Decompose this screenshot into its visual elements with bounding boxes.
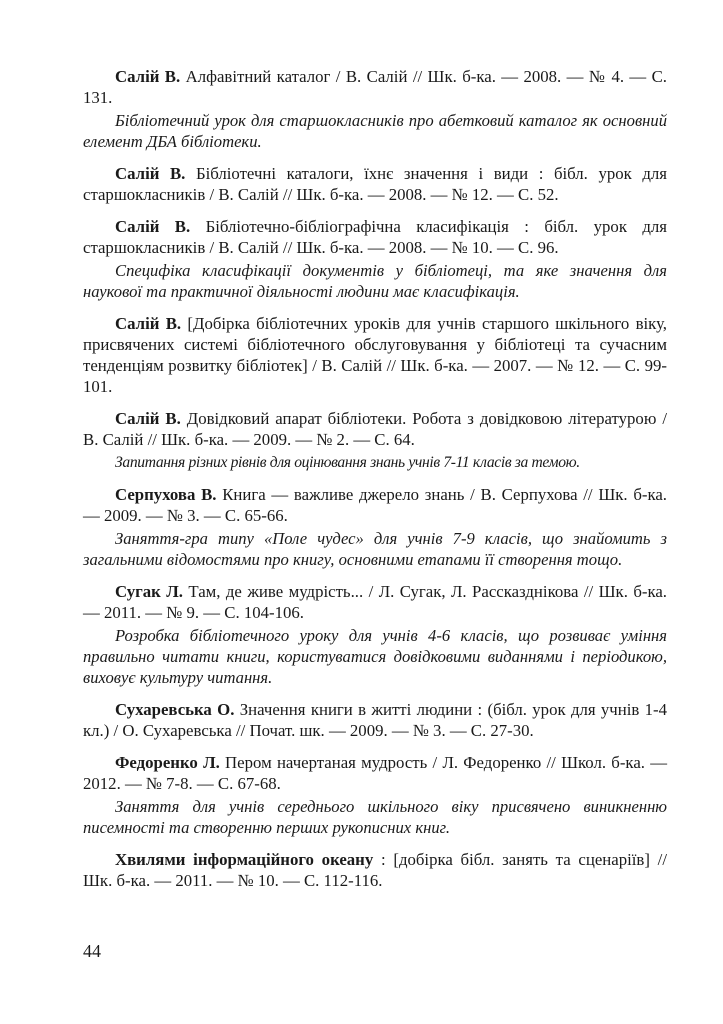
bibliography-entry xyxy=(83,66,667,152)
entry-citation xyxy=(83,581,667,623)
entry-author: Салій В. xyxy=(115,164,186,183)
page-number: 44 xyxy=(83,941,101,961)
entry-citation xyxy=(83,408,667,450)
entry-citation xyxy=(83,216,667,258)
entry-text: Книга — важливе джерело знань / В. Серпухова // Шк. б-ка. — 2009. — № 3. — С. 65-66. xyxy=(83,485,667,525)
entry-text: Там, де живе мудрість... / Л. Сугак, Л. Рассказднікова // Шк. б-ка. — 2011. — № 9. — С. 104-106. xyxy=(83,582,667,622)
entry-citation xyxy=(83,752,667,794)
entry-citation xyxy=(83,849,667,891)
bibliography-entry xyxy=(83,581,667,688)
entry-text: Бібліотечні каталоги, їхнє значення і види : бібл. урок для старшокласників / В. Салій // Шк. б-ка. — 2008. — № 12. — С. 52. xyxy=(83,164,667,204)
entry-author: Федоренко Л. xyxy=(115,753,220,772)
entry-author: Салій В. xyxy=(115,217,191,236)
entry-text: Алфавітний каталог / В. Салій // Шк. б-ка. — 2008. — № 4. — С. 131. xyxy=(83,67,667,107)
bibliography-entry xyxy=(83,484,667,570)
bibliography-entry xyxy=(83,849,667,891)
entry-citation xyxy=(83,484,667,526)
entry-author: Салій В. xyxy=(115,67,181,86)
entry-author: Серпухова В. xyxy=(115,485,217,504)
entry-text: [Добірка бібліотечних уроків для учнів старшого шкільного віку, присвячених системі бібліотечного обслуговування у бібліотеці та сучасним тенденціям розвитку бібліотек] / В. Салій // Шк. б-ка. — 2007. — № 12. — С. 99-101. xyxy=(83,314,667,396)
entry-text: : [добірка бібл. занять та сценаріїв] // Шк. б-ка. — 2011. — № 10. — С. 112-116. xyxy=(83,850,667,890)
entry-text: Довідковий апарат бібліотеки. Робота з довідковою літературою / В. Салій // Шк. б-ка. — 2009. — № 2. — С. 64. xyxy=(83,409,667,449)
bibliography-entry xyxy=(83,408,667,473)
entry-citation xyxy=(83,66,667,108)
entry-author: Салій В. xyxy=(115,409,181,428)
entry-annotation: Специфіка класифікації документів у бібліотеці, та яке значення для наукової та практичної діяльності людини має класифікація. xyxy=(83,261,667,301)
entry-citation xyxy=(83,699,667,741)
entry-author: Салій В. xyxy=(115,314,182,333)
entry-annotation: Запитання різних рівнів для оцінювання знань учнів 7-11 класів за темою. xyxy=(115,454,580,471)
entry-citation xyxy=(83,313,667,397)
entry-author: Хвилями інформаційного океану xyxy=(115,850,374,869)
bibliography-entry xyxy=(83,216,667,302)
entry-annotation: Бібліотечний урок для старшокласників про абетковий каталог як основний елемент ДБА бібліотеки. xyxy=(83,111,667,151)
entry-author: Сугак Л. xyxy=(115,582,183,601)
bibliography-entry xyxy=(83,163,667,205)
bibliography-list xyxy=(83,66,667,902)
entry-annotation: Розробка бібліотечного уроку для учнів 4-6 класів, що розвиває уміння правильно читати книги, користуватися довідковими виданнями і періодикою, виховує культуру читання. xyxy=(83,626,667,687)
entry-annotation: Заняття для учнів середнього шкільного віку присвячено виникненню писемності та створенню перших рукописних книг. xyxy=(83,797,667,837)
entry-text: Бібліотечно-бібліографічна класифікація : бібл. урок для старшокласників / В. Салій // Шк. б-ка. — 2008. — № 10. — С. 96. xyxy=(83,217,667,257)
entry-text: Значення книги в житті людини : (бібл. урок для учнів 1-4 кл.) / О. Сухаревська // Почат. шк. — 2009. — № 3. — С. 27-30. xyxy=(83,700,667,740)
bibliography-entry xyxy=(83,699,667,741)
entry-text: Пером начертаная мудрость / Л. Федоренко // Школ. б-ка. — 2012. — № 7-8. — С. 67-68. xyxy=(83,753,668,793)
bibliography-entry xyxy=(83,752,667,838)
bibliography-entry xyxy=(83,313,667,397)
entry-author: Сухаревська О. xyxy=(115,700,235,719)
entry-annotation: Заняття-гра типу «Поле чудес» для учнів 7-9 класів, що знайомить з загальними відомостями про книгу, основними етапами її створення тощо. xyxy=(83,529,667,569)
entry-citation xyxy=(83,163,667,205)
